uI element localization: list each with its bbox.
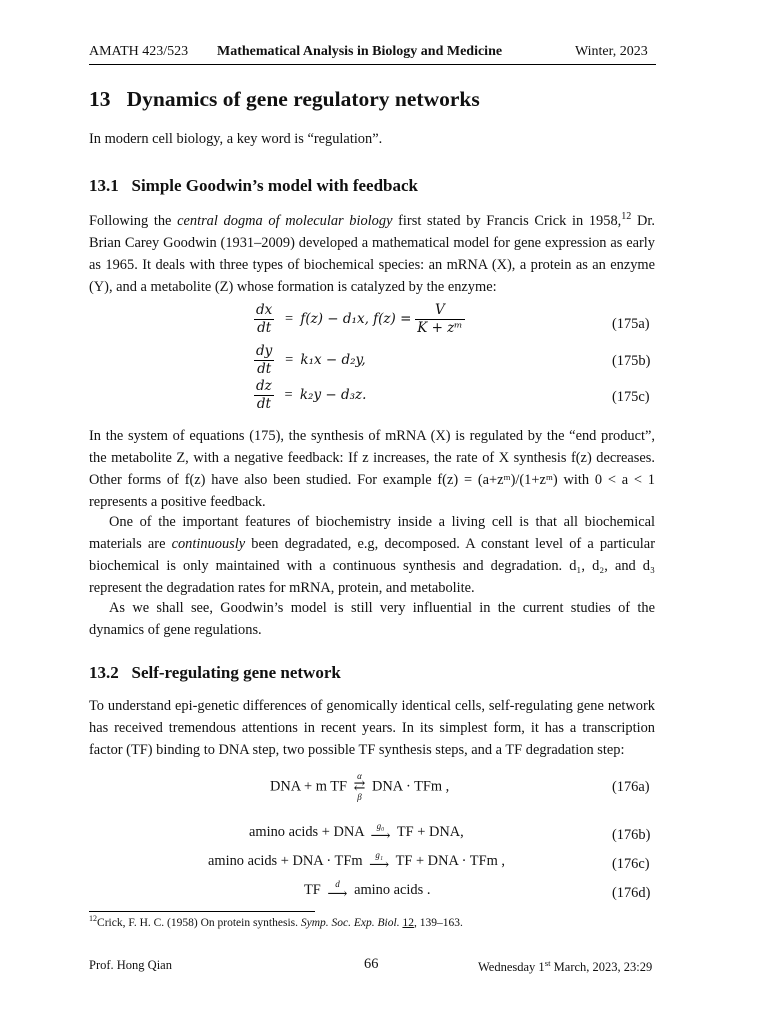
paragraph-negative-feedback: In the system of equations (175), the synthesis of mRNA (X) is regulated by the “end product”, the metabolite Z, with a negative feedback: If z increases, the rate of X synthesis f(z) decreases. Other forms of f(z) have also been studied. For example f(z) = (a+zᵐ)/(1+zᵐ) with 0 < a < 1 represents a positive feedback. bbox=[89, 428, 655, 510]
header-rule bbox=[89, 64, 656, 65]
subsection-2-heading bbox=[89, 663, 341, 683]
header-course: AMATH 423/523 bbox=[89, 44, 189, 59]
reaction-176a: DNA + m TF α ⇄ β DNA · TFm , bbox=[270, 771, 450, 802]
eq-label-175c: (175c) bbox=[612, 389, 650, 405]
footnote-ref: 12 bbox=[621, 211, 632, 222]
paragraph-goodwin-intro: Following the central dogma of molecular biology first stated by Francis Crick in 1958,12 Dr. Brian Carey Goodwin (1931–2009) developed a mathematical model for gene expression as early as 1965. It deals with three types of biochemical species: an mRNA (X), a protein as an enzyme (Y), and a metabolite (Z) whose formation is catalyzed by the enzyme: bbox=[89, 211, 655, 295]
reaction-176b: amino acids + DNA g₀ ⟶ TF + DNA, bbox=[249, 821, 464, 844]
footer-author: Prof. Hong Qian bbox=[89, 958, 172, 972]
eq-label-176d: (176d) bbox=[612, 885, 651, 901]
footer-date: Wednesday 1st March, 2023, 23:29 bbox=[478, 958, 653, 975]
subsection-2-number: 13.2 bbox=[89, 663, 119, 682]
emphasis-central-dogma: central dogma of molecular biology bbox=[177, 212, 393, 229]
footnote: $^{12}$Crick, F. H. C. (1958) On protein synthesis. Symp. Soc. Exp. Biol. 12, 139–163. bbox=[89, 914, 463, 929]
section-title: Dynamics of gene regulatory networks bbox=[126, 87, 480, 111]
equation-175c: $\frac{dz}{dt}$ = k₂y − d₃z. bbox=[256, 378, 367, 412]
footnote-rule bbox=[89, 911, 315, 912]
reaction-176c: amino acids + DNA · TFm g₁ ⟶ TF + DNA · TFm , bbox=[208, 850, 505, 873]
paragraph-degradation: One of the important features of biochemistry inside a living cell is that all biochemical materials are continuously been degradated, e.g, decomposed. A constant level of a particular biochemical is only maintained with a continuous synthesis and degradation. d₁, d₂, and d₃ represent the degradation rates for mRNA, protein, and metabolite. bbox=[89, 514, 655, 596]
eq-label-176b: (176b) bbox=[612, 827, 651, 843]
page-number: 66 bbox=[364, 956, 379, 972]
equation-175b: $\frac{dy}{dt}$ = k₁x − d₂y, bbox=[256, 343, 366, 377]
section-intro: In modern cell biology, a key word is “regulation”. bbox=[89, 131, 383, 147]
derivative-dx-dt: $\frac{dx}{dt}$ bbox=[256, 302, 273, 336]
section-number: 13 bbox=[89, 87, 111, 111]
emphasis-continuously: continuously bbox=[171, 536, 246, 552]
eq-label-176a: (176a) bbox=[612, 779, 650, 795]
equation-175a: $\frac{dx}{dt}$ = f(z) − d₁x, f(z) = $\frac{V}{\text{K + zᵐ}}$ bbox=[254, 302, 465, 337]
eq-label-176c: (176c) bbox=[612, 856, 650, 872]
subsection-1-heading bbox=[89, 176, 418, 196]
reversible-arrow: α ⇄ β bbox=[353, 771, 366, 802]
forward-arrow: g₁ ⟶ bbox=[369, 850, 390, 873]
eq-label-175a: (175a) bbox=[612, 316, 650, 332]
fraction-v-over-k: $\frac{V}{\text{K + zᵐ}}$ bbox=[415, 302, 465, 337]
reaction-176d: TF d ⟶ amino acids . bbox=[304, 879, 431, 902]
header-title: Mathematical Analysis in Biology and Medicine bbox=[217, 44, 503, 59]
header-term: Winter, 2023 bbox=[575, 44, 648, 59]
forward-arrow: g₀ ⟶ bbox=[370, 821, 391, 844]
subsection-1-number: 13.1 bbox=[89, 176, 119, 195]
forward-arrow: d ⟶ bbox=[327, 879, 348, 902]
eq-label-175b: (175b) bbox=[612, 353, 651, 369]
subsection-1-title: Simple Goodwin’s model with feedback bbox=[131, 176, 419, 195]
paragraph-self-regulating: To understand epi-genetic differences of genomically identical cells, self-regulating gene network has received tremendous attentions in recent years. In its simplest form, it has a transcription factor (TF) binding to DNA step, two possible TF synthesis steps, and a TF degradation step: bbox=[89, 698, 655, 758]
subsection-2-title: Self-regulating gene network bbox=[131, 663, 341, 682]
section-heading bbox=[89, 87, 480, 112]
paragraph-influence: As we shall see, Goodwin’s model is still very influential in the current studies of the dynamics of gene regulations. bbox=[89, 600, 655, 638]
